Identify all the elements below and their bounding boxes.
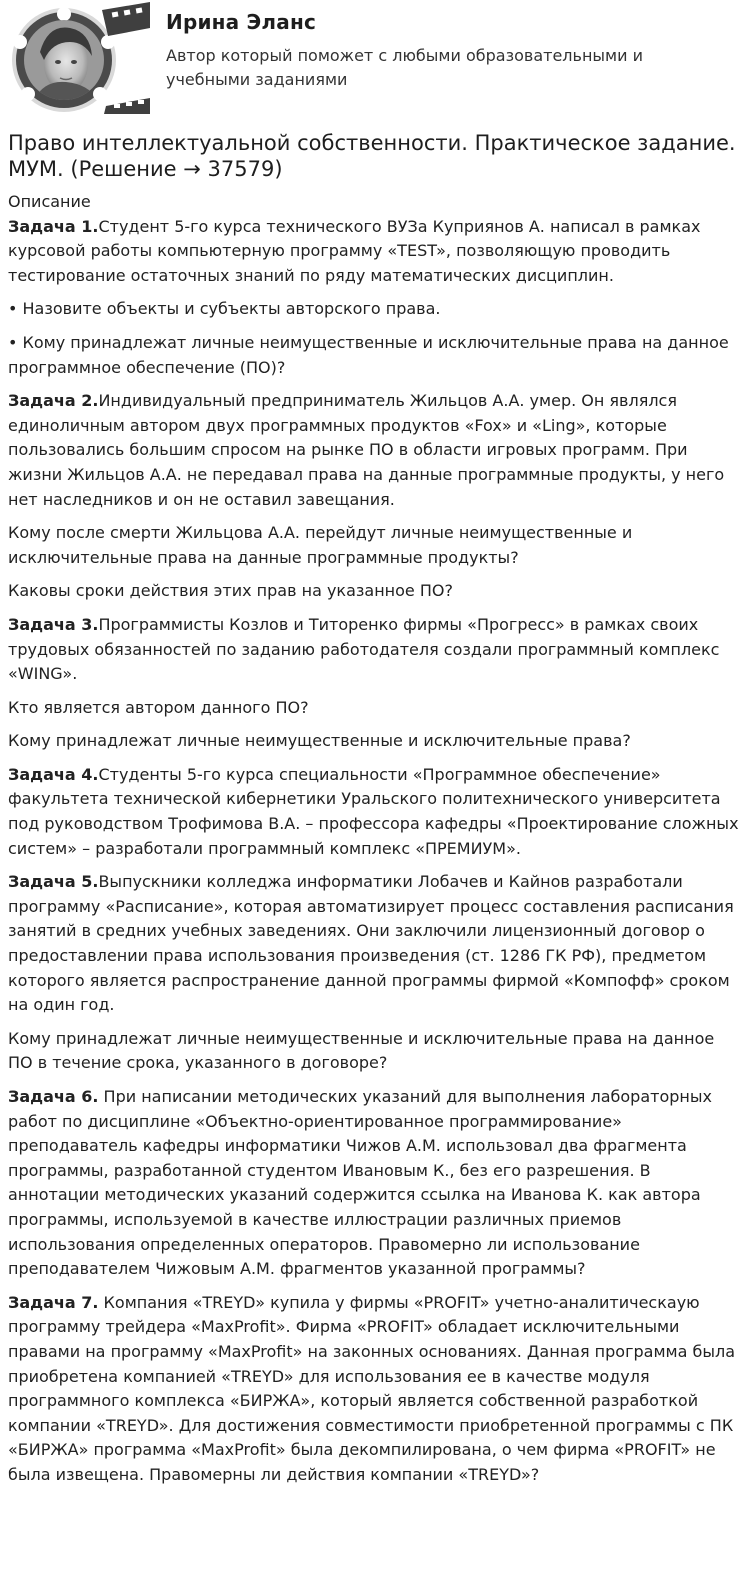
task-1-label: Задача 1. [8,216,99,236]
description-label: Описание [8,192,91,211]
task-5 [8,870,742,1018]
task-2 [8,389,742,512]
author-description: Автор который поможет с любыми образовательными и учебными заданиями [166,46,643,89]
task-7 [8,1291,742,1488]
task-2-label: Задача 2. [8,391,99,411]
task-6-label: Задача 6. [8,1087,99,1106]
task-3-text: Программисты Козлов и Титоренко фирмы «Прогресс» в рамках своих трудовых обязанностей по заданию работодателя создали программный комплекс «WING». [8,614,720,684]
task-6-text: При написании методических указаний для выполнения лабораторных работ по дисциплине «Объектно-ориентированное программирование» преподаватель кафедры информатики Чижов А.М. использовал два фрагмента программы, разработанной студентом Ивановым К., без его разрешения. В аннотации методических указаний содержится ссылка на Иванова К. как автора программы, используемой в качестве иллюстрации различных приемов использования определенных операторов. Правомерно ли использование преподавателем Чижовым А.М. фрагментов указанной программы? [8,1087,712,1279]
task-2-question-1: Кому после смерти Жильцова А.А. перейдут личные неимущественные и исключительные права на данные программные продукты? [8,523,633,567]
task-3-question-1: Кто является автором данного ПО? [8,697,309,717]
task-7-text: Компания «TREYD» купила у фирмы «PROFIT» учетно-аналитическаую программу трейдера «MaxProfit». Фирма «PROFIT» обладает исключительными правами на программу «MaxProfit» на законных основаниях. Данная программа была приобретена компанией «TREYD» для использования ее в качестве модуля программного комплекса «БИРЖА», который является собственной разработкой компании «TREYD». Для достижения совместимости приобретенной программы с ПК «БИРЖА» программа «MaxProfit» была декомпилирована, о чем фирма «PROFIT» не была извещена. Правомерны ли действия компании «TREYD»? [8,1292,736,1484]
task-4 [8,763,742,861]
task-6 [8,1085,742,1282]
task-4-text: Студенты 5-го курса специальности «Программное обеспечение» факультета технической кибернетики Уральского политехнического университета под руководством Трофимова В.А. – профессора кафедры «Проектирование сложных систем» – разработали программный комплекс «ПРЕМИУМ». [8,764,739,858]
avatar [4,2,154,114]
task-3-question-2: Кому принадлежат личные неимущественные и исключительные права? [8,731,631,751]
task-4-label: Задача 4. [8,764,99,784]
document-body [8,190,742,1497]
document-title: Право интеллектуальной собственности. Практическое задание. МУМ. (Решение → 37579) [8,131,736,181]
task-7-label: Задача 7. [8,1292,99,1312]
task-5-question-1: Кому принадлежат личные неимущественные и исключительные права на данное ПО в течение срока, указанного в договоре? [8,1028,715,1073]
task-1 [8,215,742,289]
task-2-question-2: Каковы сроки действия этих прав на указанное ПО? [8,581,453,601]
task-3-label: Задача 3. [8,614,99,634]
task-1-question-1: • Назовите объекты и субъекты авторского права. [8,299,441,319]
task-2-text: Индивидуальный предприниматель Жильцов А.А. умер. Он являлся единоличным автором двух программных продуктов «Fox» и «Ling», которые пользовались большим спросом на рынке ПО в области игровых программ. При жизни Жильцов А.А. не передавал права на данные программные продукты, у него нет наследников и он не оставил завещания. [8,391,725,509]
task-1-question-2: • Кому принадлежат личные неимущественные и исключительные права на данное программное обеспечение (ПО)? [8,332,729,377]
author-header [0,0,750,120]
author-name: Ирина Эланс [166,10,317,34]
task-1-text: Студент 5-го курса технического ВУЗа Куприянов А. написал в рамках курсовой работы компьютерную программу «TEST», позволяющую проводить тестирование остаточных знаний по ряду математических дисциплин. [8,216,701,285]
task-3 [8,613,742,687]
task-5-label: Задача 5. [8,872,99,892]
task-5-text: Выпускники колледжа информатики Лобачев и Кайнов разработали программу «Расписание», которая автоматизирует процесс составления расписания занятий в средних учебных заведениях. Они заключили лицензионный договор о предоставлении права использования произведения (ст. 1286 ГК РФ), предметом которого является распространение данной программы фирмой «Компофф» сроком на один год. [8,872,734,1015]
avatar-film-frame-icon [4,2,154,114]
